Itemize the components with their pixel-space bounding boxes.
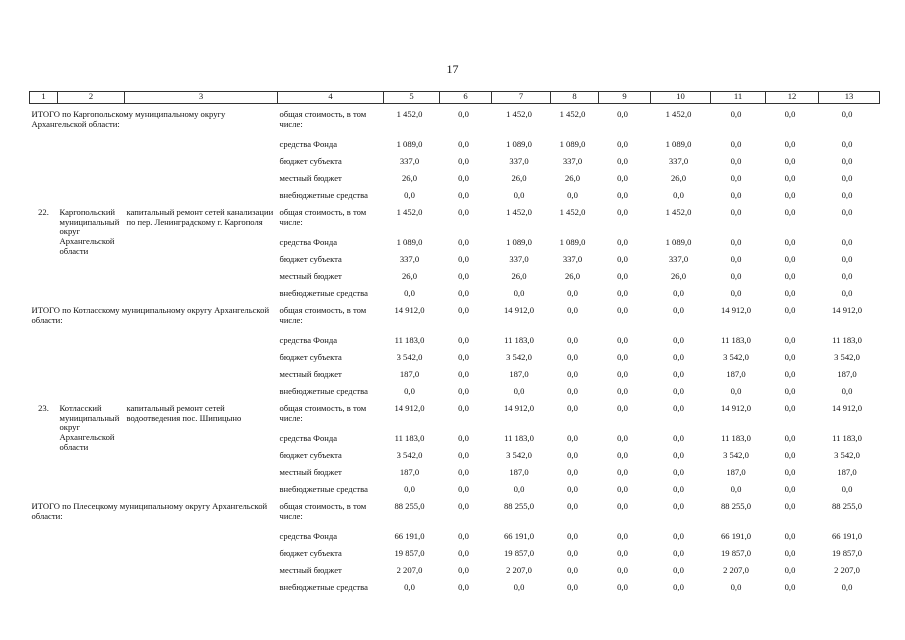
amount-cell: 0,0	[673, 484, 684, 494]
funding-source-label: бюджет субъекта	[279, 352, 342, 362]
funding-source-label: общая стоимость, в том числе:	[279, 109, 367, 129]
amount-cell: 0,0	[617, 207, 628, 217]
amount-cell: 14 912,0	[720, 305, 752, 315]
amount-cell: 11 183,0	[832, 335, 862, 345]
amount-cell: 0,0	[617, 271, 628, 281]
amount-cell: 0,0	[673, 190, 684, 200]
amount-cell: 0,0	[513, 582, 525, 592]
amount-cell: 0,0	[784, 501, 796, 511]
amount-cell: 1 452,0	[559, 207, 586, 217]
column-header: 7	[492, 92, 551, 104]
amount-cell: 0,0	[458, 582, 469, 592]
amount-cell: 0,0	[567, 386, 578, 396]
amount-cell: 0,0	[567, 369, 578, 379]
amount-cell: 0,0	[673, 531, 684, 541]
amount-cell: 0,0	[617, 501, 628, 511]
funding-source-label: местный бюджет	[279, 565, 342, 575]
object-description: капитальный ремонт сетей водоотведения пос. Шипицыно	[126, 403, 242, 423]
amount-cell: 0,0	[673, 369, 684, 379]
amount-cell: 0,0	[458, 109, 469, 119]
amount-cell: 0,0	[730, 271, 742, 281]
amount-cell: 0,0	[784, 139, 796, 149]
amount-cell: 1 089,0	[396, 139, 423, 149]
amount-cell: 0,0	[784, 190, 796, 200]
amount-cell: 0,0	[458, 484, 469, 494]
amount-cell: 0,0	[784, 403, 796, 413]
amount-cell: 0,0	[841, 582, 853, 592]
amount-cell: 187,0	[509, 467, 529, 477]
amount-cell: 1 089,0	[559, 237, 586, 247]
amount-cell: 0,0	[567, 352, 578, 362]
amount-cell: 187,0	[837, 467, 857, 477]
amount-cell: 0,0	[730, 139, 742, 149]
amount-cell: 0,0	[673, 565, 684, 575]
amount-cell: 0,0	[673, 352, 684, 362]
amount-cell: 0,0	[841, 254, 853, 264]
amount-cell: 337,0	[562, 254, 583, 264]
amount-cell: 0,0	[617, 386, 628, 396]
amount-cell: 0,0	[458, 173, 469, 183]
amount-cell: 0,0	[673, 450, 684, 460]
funding-source-label: внебюджетные средства	[279, 582, 368, 592]
amount-cell: 0,0	[784, 565, 796, 575]
amount-cell: 0,0	[458, 288, 469, 298]
amount-cell: 0,0	[458, 237, 469, 247]
amount-cell: 0,0	[617, 531, 628, 541]
amount-cell: 88 255,0	[503, 501, 535, 511]
amount-cell: 0,0	[673, 582, 684, 592]
amount-cell: 0,0	[784, 156, 796, 166]
amount-cell: 0,0	[458, 139, 469, 149]
column-header: 3	[125, 92, 278, 104]
amount-cell: 0,0	[567, 403, 578, 413]
amount-cell: 187,0	[399, 369, 420, 379]
funding-source-label: общая стоимость, в том числе:	[279, 501, 367, 521]
amount-cell: 2 207,0	[396, 565, 423, 575]
amount-cell: 3 542,0	[506, 352, 532, 362]
funding-source-label: внебюджетные средства	[279, 386, 368, 396]
amount-cell: 0,0	[784, 271, 796, 281]
amount-cell: 14 912,0	[394, 403, 425, 413]
amount-cell: 0,0	[673, 386, 684, 396]
funding-source-label: средства Фонда	[279, 335, 338, 345]
funding-source-label: общая стоимость, в том числе:	[279, 403, 367, 423]
amount-cell: 187,0	[726, 369, 746, 379]
amount-cell: 66 191,0	[394, 531, 425, 541]
amount-cell: 0,0	[617, 450, 628, 460]
funding-source-label: местный бюджет	[279, 173, 342, 183]
amount-cell: 88 255,0	[720, 501, 752, 511]
amount-cell: 0,0	[617, 433, 628, 443]
amount-cell: 0,0	[404, 386, 415, 396]
column-header: 9	[599, 92, 651, 104]
amount-cell: 19 857,0	[720, 548, 752, 558]
amount-cell: 0,0	[617, 109, 628, 119]
amount-cell: 0,0	[673, 288, 684, 298]
funding-source-label: средства Фонда	[279, 237, 338, 247]
amount-cell: 0,0	[458, 450, 469, 460]
amount-cell: 0,0	[567, 433, 578, 443]
municipality-name: Котласский муниципальный округ Архангельской области	[59, 403, 120, 452]
amount-cell: 0,0	[617, 582, 628, 592]
amount-cell: 0,0	[841, 386, 853, 396]
amount-cell: 0,0	[458, 352, 469, 362]
amount-cell: 0,0	[617, 369, 628, 379]
amount-cell: 0,0	[567, 190, 578, 200]
amount-cell: 3 542,0	[723, 352, 749, 362]
amount-cell: 0,0	[784, 288, 796, 298]
amount-cell: 14 912,0	[720, 403, 752, 413]
amount-cell: 0,0	[567, 450, 578, 460]
amount-cell: 0,0	[730, 582, 742, 592]
amount-cell: 0,0	[567, 582, 578, 592]
amount-cell: 0,0	[458, 565, 469, 575]
amount-cell: 337,0	[399, 254, 420, 264]
amount-cell: 0,0	[617, 190, 628, 200]
amount-cell: 0,0	[784, 386, 796, 396]
amount-cell: 14 912,0	[503, 305, 535, 315]
amount-cell: 0,0	[458, 386, 469, 396]
amount-cell: 0,0	[404, 484, 415, 494]
amount-cell: 0,0	[458, 190, 469, 200]
amount-cell: 26,0	[401, 271, 418, 281]
amount-cell: 26,0	[670, 271, 687, 281]
column-header: 11	[711, 92, 766, 104]
funding-source-label: средства Фонда	[279, 433, 338, 443]
amount-cell: 0,0	[784, 305, 796, 315]
amount-cell: 0,0	[513, 190, 525, 200]
financing-table	[29, 91, 880, 600]
column-header: 2	[58, 92, 125, 104]
amount-cell: 1 452,0	[665, 109, 692, 119]
amount-cell: 14 912,0	[831, 403, 863, 413]
column-header: 1	[30, 92, 58, 104]
amount-cell: 0,0	[567, 467, 578, 477]
amount-cell: 26,0	[564, 271, 581, 281]
amount-cell: 0,0	[617, 139, 628, 149]
amount-cell: 0,0	[567, 335, 578, 345]
amount-cell: 0,0	[730, 156, 742, 166]
amount-cell: 1 452,0	[506, 207, 532, 217]
amount-cell: 0,0	[841, 288, 853, 298]
amount-cell: 0,0	[730, 386, 742, 396]
amount-cell: 0,0	[513, 386, 525, 396]
amount-cell: 1 452,0	[559, 109, 586, 119]
amount-cell: 1 452,0	[396, 109, 423, 119]
amount-cell: 0,0	[784, 352, 796, 362]
amount-cell: 0,0	[617, 288, 628, 298]
amount-cell: 0,0	[458, 271, 469, 281]
amount-cell: 0,0	[458, 433, 469, 443]
amount-cell: 0,0	[673, 501, 684, 511]
amount-cell: 0,0	[617, 254, 628, 264]
amount-cell: 0,0	[841, 109, 853, 119]
funding-source-label: общая стоимость, в том числе:	[279, 305, 367, 325]
amount-cell: 0,0	[458, 501, 469, 511]
amount-cell: 0,0	[458, 305, 469, 315]
funding-source-label: бюджет субъекта	[279, 254, 342, 264]
amount-cell: 0,0	[673, 305, 684, 315]
amount-cell: 1 452,0	[506, 109, 532, 119]
amount-cell: 0,0	[784, 582, 796, 592]
amount-cell: 0,0	[404, 190, 415, 200]
amount-cell: 0,0	[617, 335, 628, 345]
amount-cell: 26,0	[670, 173, 687, 183]
amount-cell: 11 183,0	[721, 335, 751, 345]
amount-cell: 0,0	[673, 548, 684, 558]
amount-cell: 11 183,0	[394, 433, 425, 443]
amount-cell: 0,0	[841, 237, 853, 247]
page-number: 17	[446, 62, 459, 76]
funding-source-label: местный бюджет	[279, 467, 342, 477]
municipality-name: Каргопольский муниципальный округ Архангельской области	[59, 207, 120, 256]
amount-cell: 337,0	[668, 254, 689, 264]
amount-cell: 0,0	[513, 288, 525, 298]
amount-cell: 0,0	[567, 531, 578, 541]
amount-cell: 0,0	[841, 271, 853, 281]
funding-source-label: бюджет субъекта	[279, 156, 342, 166]
amount-cell: 14 912,0	[831, 305, 863, 315]
funding-source-label: бюджет субъекта	[279, 548, 342, 558]
funding-source-label: средства Фонда	[279, 531, 338, 541]
amount-cell: 0,0	[458, 254, 469, 264]
amount-cell: 26,0	[511, 173, 527, 183]
amount-cell: 0,0	[784, 531, 796, 541]
funding-source-label: внебюджетные средства	[279, 288, 368, 298]
column-header: 10	[651, 92, 711, 104]
amount-cell: 0,0	[784, 109, 796, 119]
amount-cell: 0,0	[784, 548, 796, 558]
amount-cell: 3 542,0	[506, 450, 532, 460]
amount-cell: 0,0	[784, 467, 796, 477]
amount-cell: 0,0	[617, 565, 628, 575]
amount-cell: 11 183,0	[721, 433, 751, 443]
funding-source-label: местный бюджет	[279, 271, 342, 281]
amount-cell: 0,0	[730, 288, 742, 298]
amount-cell: 0,0	[404, 288, 415, 298]
amount-cell: 88 255,0	[831, 501, 863, 511]
amount-cell: 0,0	[730, 173, 742, 183]
item-row	[30, 208, 880, 238]
amount-cell: 1 452,0	[665, 207, 692, 217]
amount-cell: 11 183,0	[504, 433, 534, 443]
column-header: 8	[551, 92, 599, 104]
amount-cell: 0,0	[730, 207, 742, 217]
amount-cell: 337,0	[509, 156, 529, 166]
amount-cell: 26,0	[564, 173, 581, 183]
amount-cell: 0,0	[784, 369, 796, 379]
amount-cell: 3 542,0	[396, 450, 423, 460]
amount-cell: 19 857,0	[394, 548, 425, 558]
column-header: 5	[384, 92, 440, 104]
amount-cell: 0,0	[673, 335, 684, 345]
amount-cell: 0,0	[567, 484, 578, 494]
amount-cell: 2 207,0	[506, 565, 532, 575]
amount-cell: 337,0	[562, 156, 583, 166]
total-title: ИТОГО по Котласскому муниципальному округу Архангельской области:	[31, 305, 270, 325]
amount-cell: 0,0	[458, 467, 469, 477]
amount-cell: 0,0	[730, 254, 742, 264]
amount-cell: 0,0	[617, 484, 628, 494]
amount-cell: 0,0	[617, 173, 628, 183]
amount-cell: 2 207,0	[834, 565, 860, 575]
amount-cell: 0,0	[841, 190, 853, 200]
funding-source-label: внебюджетные средства	[279, 484, 368, 494]
amount-cell: 0,0	[784, 237, 796, 247]
amount-cell: 1 452,0	[396, 207, 423, 217]
amount-cell: 0,0	[567, 548, 578, 558]
amount-cell: 3 542,0	[396, 352, 423, 362]
amount-cell: 0,0	[784, 335, 796, 345]
amount-cell: 0,0	[567, 305, 578, 315]
amount-cell: 187,0	[837, 369, 857, 379]
funding-source-label: местный бюджет	[279, 369, 342, 379]
amount-cell: 26,0	[401, 173, 418, 183]
amount-cell: 11 183,0	[394, 335, 425, 345]
funding-source-label: внебюджетные средства	[279, 190, 368, 200]
amount-cell: 0,0	[458, 548, 469, 558]
object-description: капитальный ремонт сетей канализации по пер. Ленинградскому г. Каргополя	[126, 207, 274, 227]
amount-cell: 0,0	[513, 484, 525, 494]
amount-cell: 11 183,0	[832, 433, 862, 443]
amount-cell: 0,0	[458, 369, 469, 379]
amount-cell: 0,0	[841, 173, 853, 183]
amount-cell: 1 089,0	[665, 237, 692, 247]
amount-cell: 0,0	[567, 288, 578, 298]
amount-cell: 14 912,0	[503, 403, 535, 413]
funding-source-label: общая стоимость, в том числе:	[279, 207, 367, 227]
amount-cell: 0,0	[730, 190, 742, 200]
amount-cell: 0,0	[617, 305, 628, 315]
amount-cell: 0,0	[458, 403, 469, 413]
amount-cell: 1 089,0	[506, 139, 532, 149]
amount-cell: 14 912,0	[394, 305, 425, 315]
amount-cell: 19 857,0	[503, 548, 535, 558]
amount-cell: 0,0	[404, 582, 415, 592]
column-number-header-row	[30, 92, 880, 104]
amount-cell: 0,0	[841, 156, 853, 166]
amount-cell: 66 191,0	[503, 531, 535, 541]
funding-source-label: средства Фонда	[279, 139, 338, 149]
amount-cell: 0,0	[617, 467, 628, 477]
amount-cell: 1 089,0	[559, 139, 586, 149]
amount-cell: 0,0	[784, 450, 796, 460]
amount-cell: 0,0	[784, 254, 796, 264]
amount-cell: 1 089,0	[396, 237, 423, 247]
amount-cell: 0,0	[784, 484, 796, 494]
amount-cell: 0,0	[567, 501, 578, 511]
amount-cell: 19 857,0	[831, 548, 863, 558]
amount-cell: 0,0	[841, 207, 853, 217]
amount-cell: 66 191,0	[831, 531, 863, 541]
amount-cell: 337,0	[509, 254, 529, 264]
amount-cell: 337,0	[399, 156, 420, 166]
table-body	[30, 104, 880, 601]
item-row	[30, 404, 880, 434]
amount-cell: 0,0	[567, 565, 578, 575]
item-number: 22.	[38, 207, 49, 217]
amount-cell: 3 542,0	[834, 450, 860, 460]
amount-cell: 0,0	[730, 484, 742, 494]
amount-cell: 0,0	[673, 403, 684, 413]
amount-cell: 0,0	[617, 403, 628, 413]
amount-cell: 0,0	[617, 548, 628, 558]
total-row	[30, 110, 880, 140]
column-header: 13	[819, 92, 880, 104]
amount-cell: 0,0	[784, 207, 796, 217]
amount-cell: 26,0	[511, 271, 527, 281]
item-number: 23.	[38, 403, 49, 413]
amount-cell: 0,0	[784, 433, 796, 443]
amount-cell: 3 542,0	[723, 450, 749, 460]
amount-cell: 187,0	[509, 369, 529, 379]
total-title: ИТОГО по Каргопольскому муниципальному округу Архангельской области:	[31, 109, 226, 129]
amount-cell: 3 542,0	[834, 352, 860, 362]
amount-cell: 0,0	[458, 531, 469, 541]
amount-cell: 88 255,0	[394, 501, 425, 511]
total-row	[30, 502, 880, 532]
total-title: ИТОГО по Плесецкому муниципальному округу Архангельской области:	[31, 501, 268, 521]
amount-cell: 2 207,0	[723, 565, 749, 575]
amount-cell: 0,0	[841, 139, 853, 149]
amount-cell: 11 183,0	[504, 335, 534, 345]
amount-cell: 337,0	[668, 156, 689, 166]
amount-cell: 0,0	[730, 109, 742, 119]
amount-cell: 0,0	[730, 237, 742, 247]
total-row	[30, 306, 880, 336]
funding-source-label: бюджет субъекта	[279, 450, 342, 460]
amount-cell: 0,0	[673, 467, 684, 477]
amount-cell: 0,0	[617, 156, 628, 166]
amount-cell: 66 191,0	[720, 531, 752, 541]
amount-cell: 0,0	[673, 433, 684, 443]
amount-cell: 0,0	[784, 173, 796, 183]
column-header: 4	[278, 92, 384, 104]
amount-cell: 0,0	[458, 156, 469, 166]
amount-cell: 0,0	[841, 484, 853, 494]
amount-cell: 0,0	[458, 335, 469, 345]
amount-cell: 1 089,0	[665, 139, 692, 149]
amount-cell: 0,0	[617, 237, 628, 247]
amount-cell: 187,0	[726, 467, 746, 477]
amount-cell: 0,0	[458, 207, 469, 217]
amount-cell: 187,0	[399, 467, 420, 477]
amount-cell: 0,0	[617, 352, 628, 362]
amount-cell: 1 089,0	[506, 237, 532, 247]
column-header: 12	[766, 92, 819, 104]
column-header: 6	[440, 92, 492, 104]
